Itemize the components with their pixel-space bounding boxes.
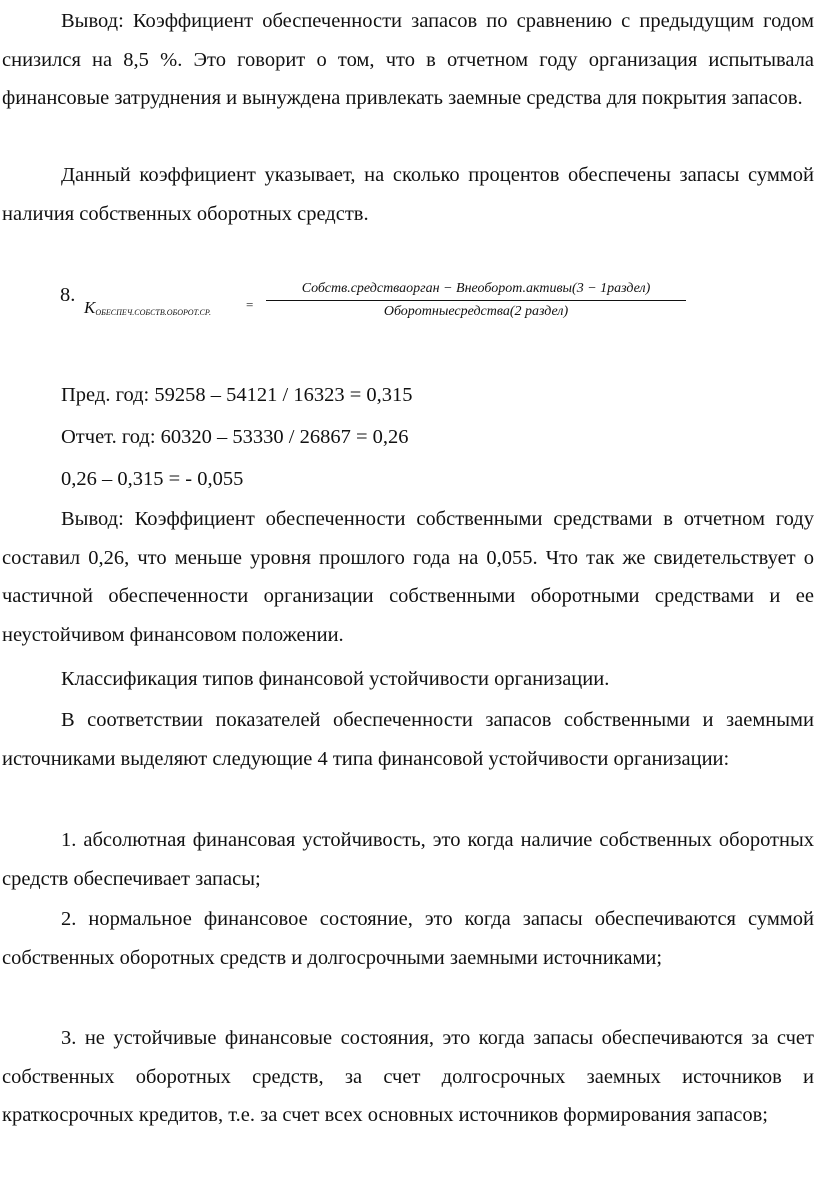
formula-k-subscript: ОБЕСПЕЧ.СОБСТВ.ОБОРОТ.СР. (95, 308, 211, 317)
list-item-1 (0, 821, 816, 898)
list-item-2 (0, 900, 816, 977)
list-item-3 (0, 1019, 816, 1135)
paragraph-text: 1. абсолютная финансовая устойчивость, это когда наличие собственных оборотных средств обеспечивает запасы; (2, 829, 814, 890)
formula-denominator: Оборотныесредства(2 раздел) (383, 304, 569, 319)
formula-k: K (84, 298, 96, 317)
fraction-bar (266, 300, 686, 301)
formula-equals: = (246, 297, 254, 312)
paragraph-text: 2. нормальное финансовое состояние, это когда запасы обеспечиваются суммой собственных оборотных средств и долгосрочными заемными источниками; (2, 908, 814, 969)
formula-block (60, 278, 700, 338)
paragraph-text: Вывод: Коэффициент обеспеченности запасов по сравнению с предыдущим годом снизился на 8,5 %. Это говорит о том, что в отчетном году организация испытывала финансовые затруднения и вынуждена привлекать заемные средства для покрытия запасов. (2, 10, 814, 110)
paragraph-classification-intro (0, 701, 816, 778)
paragraph-text: Данный коэффициент указывает, на сколько процентов обеспечены запасы суммой наличия собственных оборотных средств. (2, 164, 814, 225)
paragraph-conclusion-own-funds (0, 500, 816, 654)
paragraph-text: В соответствии показателей обеспеченности запасов собственными и заемными источниками выделяют следующие 4 типа финансовой устойчивости организации: (2, 709, 814, 770)
paragraph-conclusion-inventory (0, 2, 816, 118)
paragraph-coefficient-description (0, 156, 816, 233)
formula-symbol (84, 298, 211, 318)
calc-report-year: Отчет. год: 60320 – 53330 / 26867 = 0,26 (61, 426, 409, 448)
calc-difference: 0,26 – 0,315 = - 0,055 (61, 468, 244, 490)
formula-numerator: Собств.средстваорган − Внеоборот.активы(3 − 1раздел) (301, 281, 651, 296)
paragraph-classification-heading (0, 660, 816, 699)
calc-prev-year: Пред. год: 59258 – 54121 / 16323 = 0,315 (61, 384, 413, 406)
paragraph-text: 3. не устойчивые финансовые состояния, это когда запасы обеспечиваются за счет собственных оборотных средств, за счет долгосрочных заемных источников и краткосрочных кредитов, т.е. за счет всех основных источников формирования запасов; (2, 1027, 814, 1127)
formula-number: 8. (60, 284, 76, 306)
paragraph-text: Классификация типов финансовой устойчивости организации. (61, 668, 610, 690)
paragraph-text: Вывод: Коэффициент обеспеченности собственными средствами в отчетном году составил 0,26, что меньше уровня прошлого года на 0,055. Что так же свидетельствует о частичной обеспеченности организации собственными оборотными средствами и ее неустойчивом финансовом положении. (2, 508, 814, 646)
